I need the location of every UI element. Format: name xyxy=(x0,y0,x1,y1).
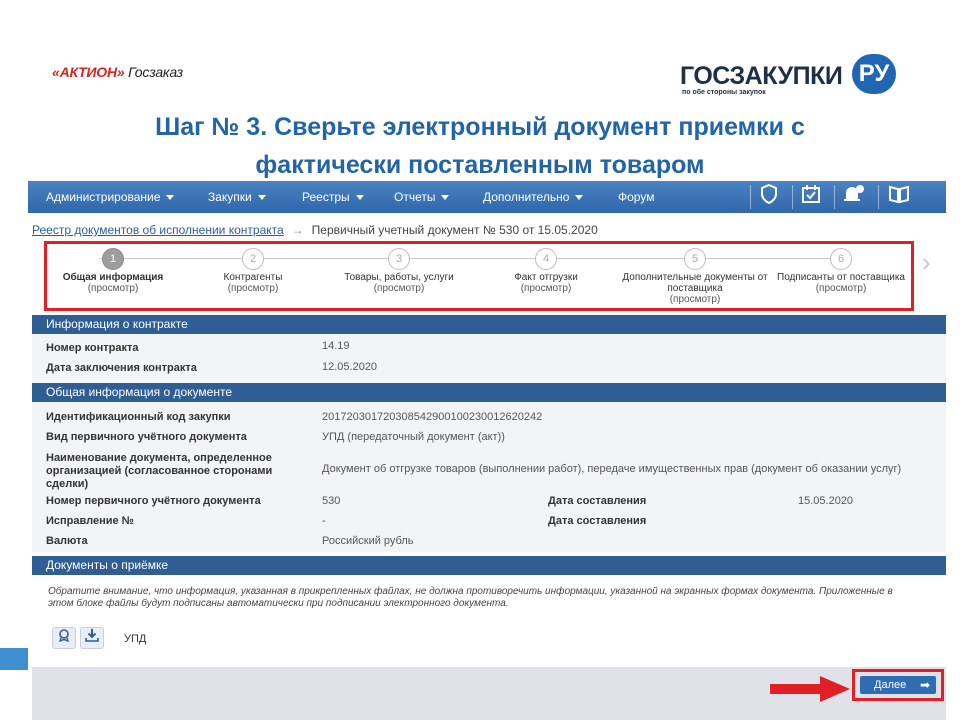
nav-administration[interactable] xyxy=(46,181,174,213)
contract-number-label: Номер контракта xyxy=(46,342,139,354)
nav-additional-label: Дополнительно xyxy=(483,190,570,204)
step-label: Общая информация xyxy=(62,272,164,283)
nav-registries[interactable] xyxy=(302,181,364,213)
step-number: 4 xyxy=(535,248,557,270)
document-name-label xyxy=(46,452,272,491)
nav-purchases-label: Закупки xyxy=(208,190,252,204)
goszakupki-logo-ru: РУ xyxy=(852,54,896,94)
contract-number-value: 14.19 xyxy=(322,340,350,352)
nav-divider xyxy=(878,185,879,209)
compile-date-label: Дата составления xyxy=(548,495,647,507)
contract-date-label: Дата заключения контракта xyxy=(46,362,197,374)
contract-date-value: 12.05.2020 xyxy=(322,361,378,373)
document-name-label-line: организацией (согласованное сторонами xyxy=(46,465,273,477)
document-name-value: Документ об отгрузке товаров (выполнении работ), передаче имущественных прав (документ об оказании услуг) xyxy=(322,463,902,475)
document-kind-label: Вид первичного учётного документа xyxy=(46,431,247,443)
step-number: 1 xyxy=(102,248,124,270)
acceptance-note: Обратите внимание, что информация, указанная в прикрепленных файлах, не должна противоречить информации, указанной на экранных формах документа. Приложенные в этом блоке файлы будут подписаны автоматически при подписании электронного документа. xyxy=(48,586,893,609)
step-sublabel: (просмотр) xyxy=(227,283,279,294)
next-button[interactable] xyxy=(860,676,936,694)
goszakupki-logo-tagline: по обе стороны закупок xyxy=(682,89,766,96)
primary-doc-number-value: 530 xyxy=(322,495,341,507)
step-additional-docs[interactable] xyxy=(615,248,775,305)
step-label: Дополнительные документы от xyxy=(622,272,768,283)
attached-file-name[interactable]: УПД xyxy=(124,633,147,645)
step-label: Факт отгрузки xyxy=(514,272,578,283)
top-navbar xyxy=(28,181,946,213)
step-sublabel: (просмотр) xyxy=(373,283,425,294)
chevron-down-icon xyxy=(441,195,449,200)
slide-title xyxy=(0,108,960,184)
step-general-info[interactable] xyxy=(33,248,193,294)
currency-label: Валюта xyxy=(46,535,88,547)
nav-divider xyxy=(792,185,793,209)
arrow-right-icon: → xyxy=(291,223,304,237)
chevron-down-icon xyxy=(575,195,583,200)
purchase-id-code-label: Идентификационный код закупки xyxy=(46,411,231,423)
step-shipment-fact[interactable] xyxy=(466,248,626,294)
section-contract-info-header: Информация о контракте xyxy=(32,315,946,334)
signature-certificate-icon[interactable] xyxy=(52,627,76,649)
book-icon[interactable] xyxy=(886,184,912,210)
nav-reports-label: Отчеты xyxy=(394,190,436,204)
wizard-stepper xyxy=(44,241,914,311)
nav-additional[interactable] xyxy=(483,181,583,213)
download-icon[interactable] xyxy=(80,627,104,649)
step-number: 2 xyxy=(242,248,264,270)
step-sublabel: (просмотр) xyxy=(815,283,867,294)
chevron-right-icon[interactable]: › xyxy=(922,247,931,277)
purchase-id-code-value: 201720301720308542900100230012620242 xyxy=(322,411,543,423)
nav-administration-label: Администрирование xyxy=(46,190,161,204)
step-number: 5 xyxy=(684,248,706,270)
slide-title-line1: Шаг № 3. Сверьте электронный документ приемки с xyxy=(155,113,805,141)
step-label: Подписанты от поставщика xyxy=(777,272,905,283)
section-acceptance-docs-header: Документы о приёмке xyxy=(32,556,946,575)
goszakupki-logo xyxy=(680,54,900,100)
primary-doc-number-label: Номер первичного учётного документа xyxy=(46,495,261,507)
breadcrumb-current: Первичный учетный документ № 530 от 15.05.2020 xyxy=(311,223,598,237)
bell-icon[interactable] xyxy=(840,184,866,210)
slide-side-badge xyxy=(0,648,28,670)
document-name-label-line: сделки) xyxy=(46,478,89,490)
step-contractors[interactable] xyxy=(173,248,333,294)
chevron-down-icon xyxy=(356,195,364,200)
step-sublabel: (просмотр) xyxy=(669,294,721,305)
step-sublabel: (просмотр) xyxy=(87,283,139,294)
document-kind-value: УПД (передаточный документ (акт)) xyxy=(322,431,505,443)
slide-title-line2: фактически поставленным товаром xyxy=(255,151,705,179)
step-label-line2: поставщика xyxy=(667,283,723,294)
document-name-label-line: Наименование документа, определенное xyxy=(46,452,272,464)
correction-date-label: Дата составления xyxy=(548,515,647,527)
chevron-down-icon xyxy=(258,195,266,200)
currency-value: Российский рубль xyxy=(322,535,414,547)
nav-divider xyxy=(834,185,835,209)
step-sublabel: (просмотр) xyxy=(520,283,572,294)
goszakaz-logo-text: Госзаказ xyxy=(124,64,183,80)
nav-forum[interactable] xyxy=(618,181,654,213)
calendar-icon[interactable] xyxy=(798,184,824,210)
step-goods-works-services[interactable] xyxy=(319,248,479,294)
nav-purchases[interactable] xyxy=(208,181,266,213)
section-contract-info-body xyxy=(32,334,946,383)
next-button-highlight xyxy=(852,669,944,701)
correction-number-value: - xyxy=(322,515,326,527)
chevron-down-icon xyxy=(166,195,174,200)
pointer-arrow-icon xyxy=(770,676,850,702)
nav-reports[interactable] xyxy=(394,181,449,213)
nav-forum-label: Форум xyxy=(618,190,655,204)
compile-date-value: 15.05.2020 xyxy=(798,495,854,507)
step-number: 6 xyxy=(830,248,852,270)
nav-divider xyxy=(750,185,751,209)
aktion-logo-text: «АКТИОН» xyxy=(52,64,125,80)
portal-window xyxy=(28,181,946,720)
shield-icon[interactable] xyxy=(756,184,782,210)
step-number: 3 xyxy=(388,248,410,270)
step-label: Контрагенты xyxy=(223,272,283,283)
correction-number-label: Исправление № xyxy=(46,515,134,527)
step-supplier-signers[interactable] xyxy=(761,248,921,294)
goszakupki-logo-word: ГОСЗАКУПКИ xyxy=(680,62,843,90)
nav-registries-label: Реестры xyxy=(302,190,350,204)
step-label: Товары, работы, услуги xyxy=(344,272,454,283)
arrow-right-icon: ➡ xyxy=(919,678,930,692)
next-button-label: Далее xyxy=(874,679,907,691)
section-document-info-header: Общая информация о документе xyxy=(32,383,946,402)
breadcrumb-registry-link[interactable]: Реестр документов об исполнении контракта xyxy=(32,223,284,237)
aktion-goszakaz-logo xyxy=(52,64,183,80)
breadcrumb xyxy=(32,223,598,237)
